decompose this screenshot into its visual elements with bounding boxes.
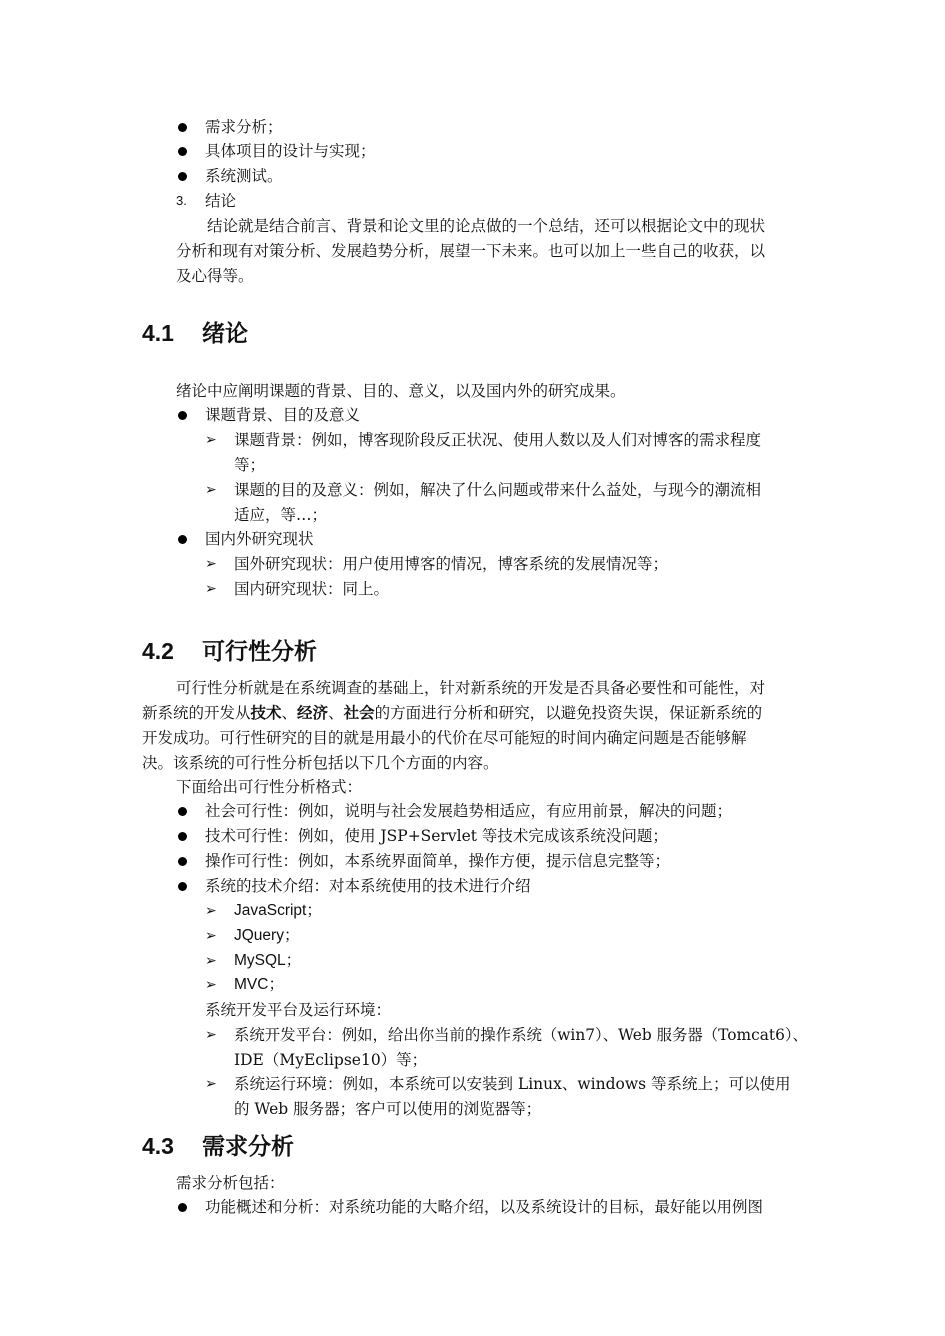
sub-list-item: 国内研究现状：同上。 <box>234 580 390 598</box>
section-title: 需求分析 <box>202 1134 294 1160</box>
bullet-icon <box>178 1203 187 1212</box>
arrow-bullet-icon: ➢ <box>205 903 217 919</box>
section-number: 4.2 <box>142 638 174 664</box>
bold-term-society: 社会 <box>343 704 375 722</box>
separator: 、 <box>328 704 344 722</box>
list-item: 国内外研究现状 <box>205 530 314 548</box>
paragraph-line: 绪论中应阐明课题的背景、目的、意义，以及国内外的研究成果。 <box>176 382 626 400</box>
section-title: 可行性分析 <box>202 639 317 665</box>
list-item: 具体项目的设计与实现； <box>205 142 376 160</box>
paragraph-line: 及心得等。 <box>176 267 254 285</box>
section-heading <box>142 636 317 667</box>
bullet-icon <box>178 147 187 156</box>
paragraph-line: 决。该系统的可行性分析包括以下几个方面的内容。 <box>142 754 499 772</box>
bullet-icon <box>178 172 187 181</box>
bullet-icon <box>178 857 187 866</box>
list-item: 技术可行性：例如，使用 JSP+Servlet 等技术完成该系统没问题； <box>205 827 668 845</box>
paragraph-line: 结论就是结合前言、背景和论文里的论点做的一个总结，还可以根据论文中的现状 <box>207 217 766 235</box>
paragraph-line: 下面给出可行性分析格式： <box>176 778 363 796</box>
section-number: 4.3 <box>142 1133 174 1159</box>
arrow-bullet-icon: ➢ <box>205 1027 217 1043</box>
arrow-bullet-icon: ➢ <box>205 953 217 969</box>
list-item: 系统测试。 <box>205 167 283 185</box>
paragraph-line: 可行性分析就是在系统调查的基础上，针对新系统的开发是否具备必要性和可能性，对 <box>176 679 766 697</box>
arrow-bullet-icon: ➢ <box>205 432 217 448</box>
arrow-bullet-icon: ➢ <box>205 556 217 572</box>
list-item: 系统的技术介绍：对本系统使用的技术进行介绍 <box>205 877 531 895</box>
separator: 、 <box>281 704 298 722</box>
sub-list-item: 课题的目的及意义：例如，解决了什么问题或带来什么益处，与现今的潮流相 <box>234 481 762 499</box>
bullet-icon <box>178 411 187 420</box>
arrow-bullet-icon: ➢ <box>205 581 217 597</box>
sub-list-item-continued: 适应，等…； <box>234 506 328 524</box>
paragraph-line <box>142 703 762 723</box>
list-item: 社会可行性：例如，说明与社会发展趋势相适应，有应用前景，解决的问题； <box>205 802 733 820</box>
section-title: 绪论 <box>202 321 248 347</box>
section-number: 4.1 <box>142 320 174 346</box>
list-item-title: 结论 <box>205 192 237 210</box>
list-number: 3. <box>176 193 187 208</box>
arrow-bullet-icon: ➢ <box>205 482 217 498</box>
bold-term-technology: 技术 <box>250 704 282 722</box>
section-heading <box>142 1131 294 1162</box>
list-item: 操作可行性：例如，本系统界面简单，操作方便，提示信息完整等； <box>205 852 671 870</box>
paragraph-line: 系统开发平台及运行环境： <box>205 1001 392 1019</box>
arrow-bullet-icon: ➢ <box>205 928 217 944</box>
arrow-bullet-icon: ➢ <box>205 977 217 993</box>
sub-list-item-continued: 等； <box>234 456 266 474</box>
bullet-icon <box>178 535 187 544</box>
list-item: 需求分析； <box>205 118 283 136</box>
sub-list-item: 国外研究现状：用户使用博客的情况，博客系统的发展情况等； <box>234 555 669 573</box>
paragraph-text: 新系统的开发从 <box>142 704 251 722</box>
tech-item: JavaScript； <box>234 902 322 919</box>
bullet-icon <box>178 832 187 841</box>
tech-item: MVC； <box>234 976 284 993</box>
sub-list-item-continued: IDE（MyEclipse10）等； <box>234 1051 428 1069</box>
bold-term-economy: 经济 <box>297 704 329 722</box>
paragraph-line: 分析和现有对策分析、发展趋势分析，展望一下未来。也可以加上一些自己的收获，以 <box>176 242 766 260</box>
sub-list-item: 系统运行环境：例如，本系统可以安装到 Linux、windows 等系统上；可以使用 <box>234 1075 791 1093</box>
bullet-icon <box>178 807 187 816</box>
list-item: 功能概述和分析：对系统功能的大略介绍，以及系统设计的目标，最好能以用例图 <box>205 1198 764 1216</box>
arrow-bullet-icon: ➢ <box>205 1076 217 1092</box>
bullet-icon <box>178 123 187 132</box>
list-item: 课题背景、目的及意义 <box>205 406 361 424</box>
bullet-icon <box>178 882 187 891</box>
tech-item: JQuery； <box>234 927 300 944</box>
sub-list-item: 系统开发平台：例如，给出你当前的操作系统（win7）、Web 服务器（Tomcat6）、 <box>234 1026 808 1044</box>
sub-list-item: 课题背景：例如，博客现阶段反正状况、使用人数以及人们对博客的需求程度 <box>234 431 762 449</box>
tech-item: MySQL； <box>234 952 302 969</box>
paragraph-text: 的方面进行分析和研究，以避免投资失误，保证新系统的 <box>374 704 763 722</box>
section-heading <box>142 318 248 349</box>
paragraph-line: 开发成功。可行性研究的目的就是用最小的代价在尽可能短的时间内确定问题是否能够解 <box>142 729 747 747</box>
paragraph-line: 需求分析包括： <box>176 1174 285 1192</box>
sub-list-item-continued: 的 Web 服务器；客户可以使用的浏览器等； <box>234 1100 542 1118</box>
